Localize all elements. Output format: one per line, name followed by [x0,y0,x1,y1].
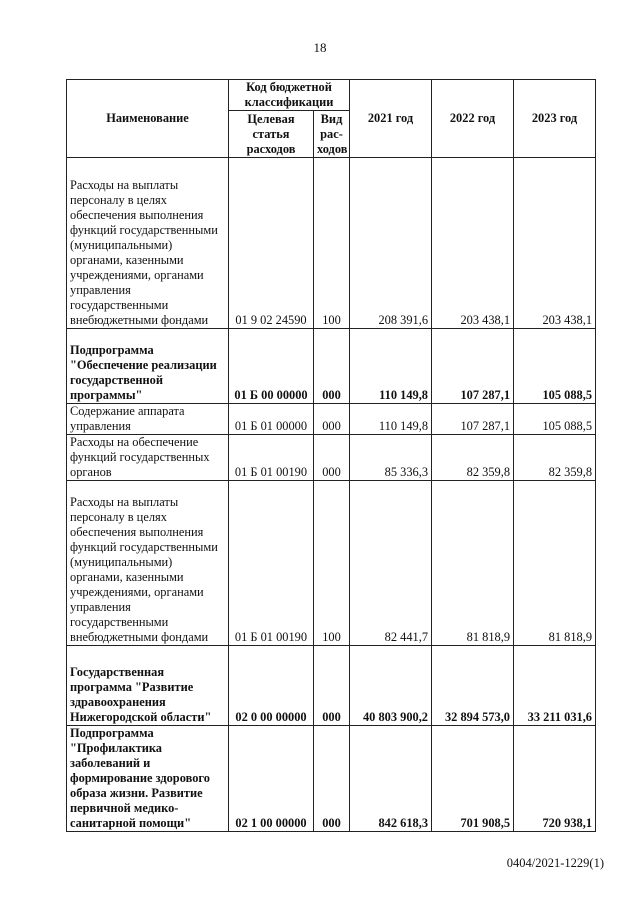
row-target-code: 01 Б 01 00190 [229,481,314,646]
document-reference: 0404/2021-1229(1) [506,856,604,870]
row-target-code: 02 0 00 00000 [229,646,314,726]
row-value-2021: 110 149,8 [350,329,432,404]
row-target-code: 01 Б 00 00000 [229,329,314,404]
table-row [67,158,596,329]
row-value-2022: 107 287,1 [432,329,514,404]
budget-table [66,79,596,832]
row-name: Подпрограмма "Профилактика заболеваний и формирование здорового образа жизни. Развитие первичной медико-санитарной помощи" [67,726,229,832]
row-name: Содержание аппарата управления [67,404,229,435]
table-row [67,435,596,481]
header-2023: 2023 год [514,80,596,158]
row-value-2021: 842 618,3 [350,726,432,832]
page-number: 18 [313,40,327,55]
header-name: Наименование [67,80,229,158]
row-target-code: 01 9 02 24590 [229,158,314,329]
header-2021: 2021 год [350,80,432,158]
header-target: Целевая статья расходов [229,111,314,158]
table-row [67,646,596,726]
row-expense-type: 000 [314,404,350,435]
header-code-group: Код бюджетной классификации [229,80,350,111]
row-name: Расходы на обеспечение функций государственных органов [67,435,229,481]
row-value-2022: 203 438,1 [432,158,514,329]
row-value-2023: 33 211 031,6 [514,646,596,726]
row-target-code: 01 Б 01 00000 [229,404,314,435]
row-value-2022: 82 359,8 [432,435,514,481]
table-row [67,404,596,435]
table-row [67,329,596,404]
row-value-2022: 32 894 573,0 [432,646,514,726]
row-value-2023: 203 438,1 [514,158,596,329]
row-value-2022: 701 908,5 [432,726,514,832]
row-expense-type: 000 [314,646,350,726]
row-value-2023: 105 088,5 [514,404,596,435]
row-value-2023: 105 088,5 [514,329,596,404]
header-type: Вид рас-ходов [314,111,350,158]
row-value-2022: 107 287,1 [432,404,514,435]
row-name: Расходы на выплаты персоналу в целях обеспечения выполнения функций государственными (муниципальными) органами, казенными учреждениями, органами управления государственными внебюджетными фондами [67,158,229,329]
row-name: Расходы на выплаты персоналу в целях обеспечения выполнения функций государственными (муниципальными) органами, казенными учреждениями, органами управления государственными внебюджетными фондами [67,481,229,646]
row-target-code: 02 1 00 00000 [229,726,314,832]
row-value-2021: 110 149,8 [350,404,432,435]
row-value-2023: 720 938,1 [514,726,596,832]
row-value-2023: 81 818,9 [514,481,596,646]
row-value-2023: 82 359,8 [514,435,596,481]
header-2022: 2022 год [432,80,514,158]
row-expense-type: 100 [314,158,350,329]
row-value-2021: 40 803 900,2 [350,646,432,726]
table-row [67,481,596,646]
row-expense-type: 000 [314,435,350,481]
row-value-2021: 85 336,3 [350,435,432,481]
row-expense-type: 000 [314,329,350,404]
row-value-2022: 81 818,9 [432,481,514,646]
row-value-2021: 208 391,6 [350,158,432,329]
row-value-2021: 82 441,7 [350,481,432,646]
header-row-top [67,80,596,111]
row-expense-type: 000 [314,726,350,832]
row-name: Подпрограмма "Обеспечение реализации государственной программы" [67,329,229,404]
table-row [67,726,596,832]
row-name: Государственная программа "Развитие здравоохранения Нижегородской области" [67,646,229,726]
row-expense-type: 100 [314,481,350,646]
row-target-code: 01 Б 01 00190 [229,435,314,481]
